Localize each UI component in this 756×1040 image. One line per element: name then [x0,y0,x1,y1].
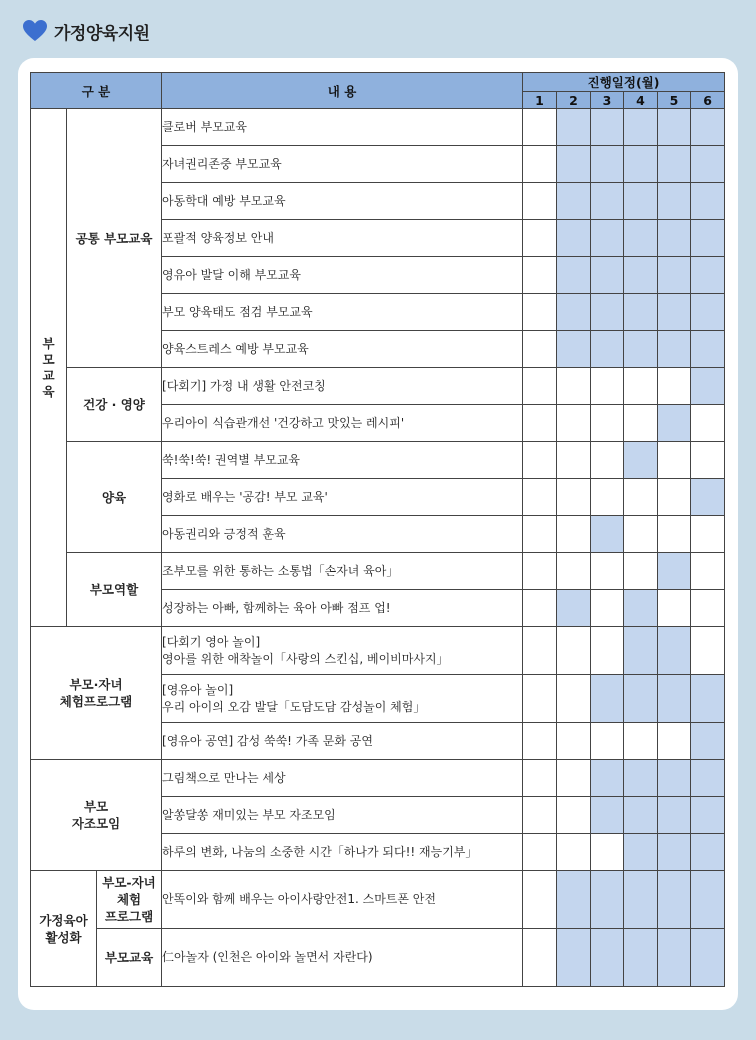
schedule-cell [691,442,725,479]
schedule-cell [523,834,557,871]
month-header: 4 [624,92,658,109]
schedule-table [30,72,725,987]
schedule-cell-active [624,871,658,929]
program-content: 안똑이와 함께 배우는 아이사랑안전1. 스마트폰 안전 [162,871,523,929]
program-content: 하루의 변화, 나눔의 소중한 시간「하나가 되다!! 재능기부」 [162,834,523,871]
schedule-cell-active [591,797,624,834]
schedule-cell [557,627,591,675]
schedule-cell [591,834,624,871]
schedule-cell-active [658,146,691,183]
schedule-cell-active [557,871,591,929]
schedule-cell [624,405,658,442]
schedule-cell [523,553,557,590]
schedule-cell-active [624,675,658,723]
schedule-cell-active [691,294,725,331]
schedule-cell [591,723,624,760]
schedule-cell-active [691,929,725,987]
schedule-cell-active [658,760,691,797]
schedule-cell [624,553,658,590]
schedule-cell-active [557,109,591,146]
table-row [31,368,725,405]
schedule-cell-active [557,929,591,987]
program-content: 포괄적 양육정보 안내 [162,220,523,257]
schedule-cell-active [591,109,624,146]
schedule-cell [691,405,725,442]
schedule-cell [624,479,658,516]
schedule-card [18,58,738,1010]
program-content: [다회기] 가정 내 생활 안전코칭 [162,368,523,405]
schedule-cell [624,516,658,553]
program-content: 영유아 발달 이해 부모교육 [162,257,523,294]
program-content: 우리아이 식습관개선 '건강하고 맛있는 레시피' [162,405,523,442]
program-content: [영유아 공연] 감성 쑥쑥! 가족 문화 공연 [162,723,523,760]
schedule-cell [523,871,557,929]
program-content: 영화로 배우는 '공감! 부모 교육' [162,479,523,516]
program-content: 성장하는 아빠, 함께하는 육아 아빠 점프 업! [162,590,523,627]
schedule-cell [557,797,591,834]
schedule-cell-active [658,183,691,220]
schedule-cell [523,627,557,675]
schedule-cell [624,723,658,760]
table-row [31,109,725,146]
program-content: 그림책으로 만나는 세상 [162,760,523,797]
category-home-edu: 부모교육 [97,929,162,987]
table-row [31,627,725,675]
table-row [31,871,725,929]
month-header: 1 [523,92,557,109]
schedule-cell-active [557,220,591,257]
schedule-cell-active [591,929,624,987]
schedule-cell-active [691,675,725,723]
schedule-cell [591,368,624,405]
month-header: 2 [557,92,591,109]
schedule-cell-active [591,257,624,294]
schedule-cell-active [557,331,591,368]
schedule-cell [658,479,691,516]
schedule-cell-active [658,294,691,331]
schedule-cell-active [557,257,591,294]
schedule-cell [523,760,557,797]
schedule-cell-active [691,368,725,405]
schedule-cell [523,368,557,405]
schedule-cell-active [691,760,725,797]
schedule-cell [523,220,557,257]
schedule-cell [658,368,691,405]
category-health: 건강 · 영양 [67,368,162,442]
schedule-cell [591,479,624,516]
schedule-cell-active [591,146,624,183]
schedule-cell [523,146,557,183]
schedule-cell-active [658,331,691,368]
schedule-cell-active [557,146,591,183]
program-content: 仁아놀자 (인천은 아이와 놀면서 자란다) [162,929,523,987]
table-row [31,929,725,987]
schedule-cell [591,442,624,479]
schedule-cell [557,760,591,797]
schedule-cell-active [624,331,658,368]
month-header: 3 [591,92,624,109]
schedule-cell [523,675,557,723]
program-content: 양육스트레스 예방 부모교육 [162,331,523,368]
schedule-cell [658,723,691,760]
schedule-cell-active [557,294,591,331]
schedule-cell [658,590,691,627]
category-home-activation: 가정육아 활성화 [31,871,97,987]
schedule-cell-active [624,442,658,479]
program-content-line: [영유아 놀이] [162,682,234,697]
schedule-cell [557,834,591,871]
table-row [31,760,725,797]
page-header [22,16,150,46]
program-content: 아동학대 예방 부모교육 [162,183,523,220]
column-header-content: 내 용 [162,73,523,109]
category-parenting: 양육 [67,442,162,553]
schedule-cell-active [624,294,658,331]
schedule-cell-active [658,834,691,871]
schedule-cell-active [658,871,691,929]
schedule-cell-active [658,797,691,834]
column-header-schedule: 진행일정(월) [523,73,725,92]
schedule-cell-active [624,627,658,675]
schedule-cell [557,368,591,405]
schedule-cell-active [591,760,624,797]
program-content-line: 우리 아이의 오감 발달「도담도담 감성놀이 체험」 [162,699,426,714]
schedule-cell-active [624,220,658,257]
schedule-cell-active [658,405,691,442]
schedule-cell [557,516,591,553]
schedule-cell [691,590,725,627]
schedule-cell [557,442,591,479]
program-content: 클로버 부모교육 [162,109,523,146]
schedule-cell-active [624,109,658,146]
schedule-cell-active [557,183,591,220]
category-selfhelp: 부모 자조모임 [31,760,162,871]
schedule-cell-active [624,146,658,183]
schedule-cell-active [624,929,658,987]
schedule-cell [691,516,725,553]
schedule-cell [523,590,557,627]
program-content-line: [다회기 영아 놀이] [162,634,261,649]
month-header: 5 [658,92,691,109]
schedule-cell-active [591,871,624,929]
schedule-cell [557,553,591,590]
category-experience: 부모·자녀 체험프로그램 [31,627,162,760]
schedule-cell [591,405,624,442]
schedule-cell-active [658,553,691,590]
program-content: 쑥!쑥!쑥! 권역별 부모교육 [162,442,523,479]
schedule-cell-active [691,479,725,516]
schedule-cell [523,257,557,294]
schedule-cell [591,553,624,590]
schedule-cell-active [691,257,725,294]
schedule-cell-active [691,220,725,257]
schedule-cell [523,183,557,220]
column-header-category: 구 분 [31,73,162,109]
schedule-cell-active [691,871,725,929]
program-content-line: 영아를 위한 애착놀이「사랑의 스킨십, 베이비마사지」 [162,651,449,666]
schedule-cell [624,368,658,405]
page-title: 가정양육지원 [54,23,150,44]
category-parent-edu [31,109,67,627]
schedule-cell [523,442,557,479]
schedule-cell [523,294,557,331]
schedule-cell [523,723,557,760]
table-row [31,442,725,479]
category-role: 부모역할 [67,553,162,627]
schedule-cell-active [624,834,658,871]
schedule-cell-active [691,109,725,146]
schedule-cell [691,553,725,590]
schedule-cell-active [591,675,624,723]
schedule-cell [591,627,624,675]
schedule-cell [691,627,725,675]
schedule-cell-active [591,220,624,257]
schedule-cell [523,405,557,442]
schedule-cell [523,331,557,368]
schedule-cell-active [624,183,658,220]
schedule-cell-active [624,797,658,834]
schedule-cell-active [691,331,725,368]
program-content: 아동권리와 긍정적 훈육 [162,516,523,553]
schedule-cell-active [658,675,691,723]
schedule-cell-active [658,109,691,146]
schedule-cell-active [691,797,725,834]
program-content: 알쏭달쏭 재미있는 부모 자조모임 [162,797,523,834]
schedule-cell [658,442,691,479]
table-row [31,553,725,590]
schedule-cell-active [691,834,725,871]
category-common: 공통 부모교육 [67,109,162,368]
schedule-cell [523,516,557,553]
schedule-cell [557,405,591,442]
program-content: 부모 양육태도 점검 부모교육 [162,294,523,331]
schedule-cell [557,479,591,516]
schedule-cell-active [624,257,658,294]
schedule-cell [658,516,691,553]
schedule-cell-active [691,146,725,183]
schedule-cell-active [658,929,691,987]
schedule-cell [591,590,624,627]
schedule-cell-active [624,760,658,797]
schedule-cell-active [591,331,624,368]
program-content: 자녀권리존중 부모교육 [162,146,523,183]
schedule-cell-active [691,183,725,220]
schedule-cell-active [591,183,624,220]
program-content [162,627,523,675]
schedule-cell-active [624,590,658,627]
schedule-cell [523,929,557,987]
schedule-cell-active [658,257,691,294]
schedule-cell-active [591,294,624,331]
schedule-cell-active [658,220,691,257]
heart-icon [22,19,48,43]
schedule-cell-active [557,590,591,627]
schedule-cell [523,797,557,834]
category-home-exp: 부모-자녀 체험 프로그램 [97,871,162,929]
month-header: 6 [691,92,725,109]
schedule-cell-active [691,723,725,760]
schedule-cell [523,109,557,146]
program-content: 조부모를 위한 통하는 소통법「손자녀 육아」 [162,553,523,590]
schedule-cell [523,479,557,516]
schedule-cell-active [658,627,691,675]
program-content [162,675,523,723]
schedule-cell-active [591,516,624,553]
schedule-cell [557,723,591,760]
schedule-cell [557,675,591,723]
category-label: 부모교육 [42,335,55,399]
